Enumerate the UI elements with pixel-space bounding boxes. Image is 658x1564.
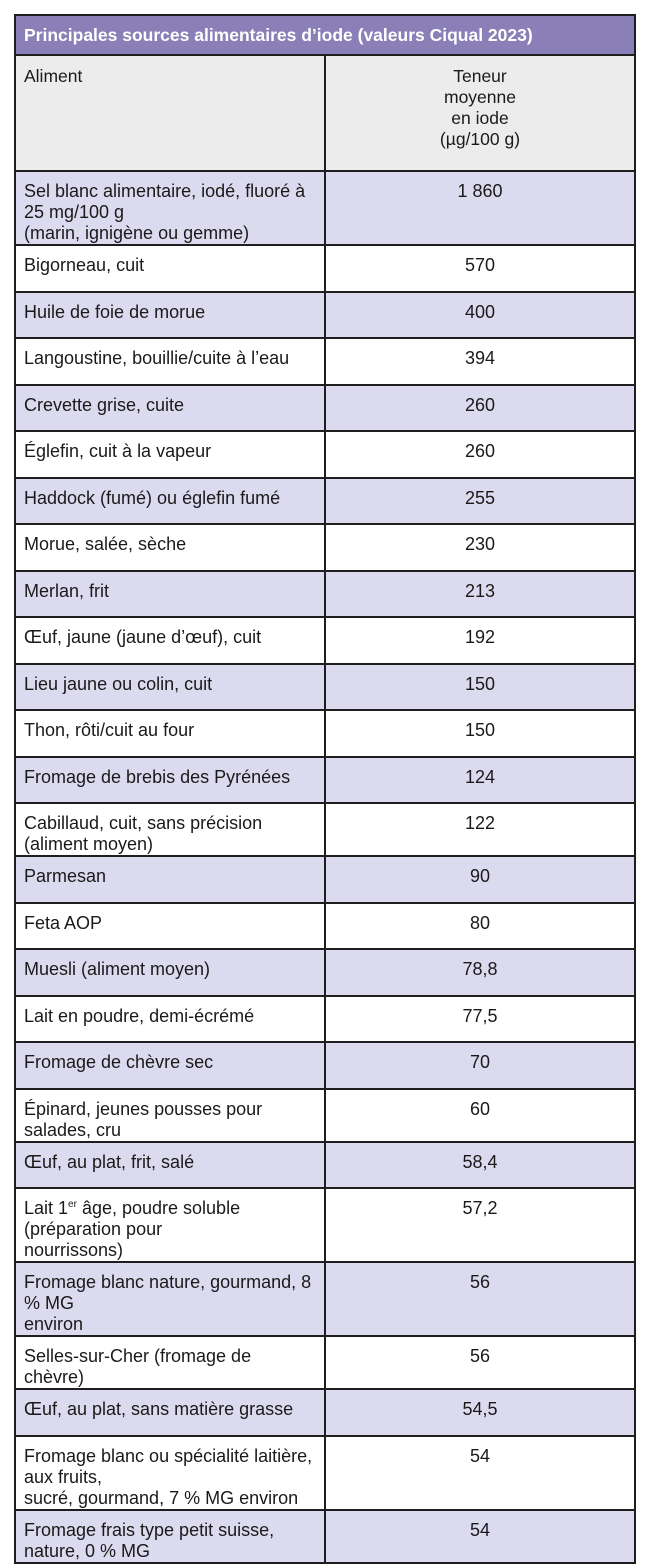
food-name-cell: [15, 1510, 325, 1563]
iodine-value-cell: 570: [325, 245, 635, 292]
food-name-cell: [15, 1142, 325, 1189]
table-row: [15, 171, 635, 245]
iodine-value-cell: 77,5: [325, 996, 635, 1043]
table-row: [15, 949, 635, 996]
column-header-line: Teneur: [453, 66, 507, 86]
food-name-cell: [15, 292, 325, 339]
iodine-table-container: [14, 14, 636, 1564]
table-row: [15, 757, 635, 804]
food-name-line: Bigorneau, cuit: [24, 255, 145, 275]
table-row: [15, 710, 635, 757]
food-name-line: Fromage blanc nature, gourmand, 8 % MG: [24, 1272, 312, 1313]
food-name-cell: [15, 524, 325, 571]
food-name-line: Merlan, frit: [24, 580, 110, 601]
iodine-value-cell: 260: [325, 431, 635, 478]
column-header-line: moyenne: [444, 87, 516, 107]
table-row: [15, 338, 635, 385]
iodine-value-cell: 260: [325, 385, 635, 432]
food-name-line: Langoustine, bouillie/cuite à l’eau: [24, 348, 290, 368]
food-name-cell: [15, 757, 325, 804]
food-name-line: Crevette grise, cuite: [24, 394, 185, 415]
table-row: [15, 292, 635, 339]
food-name-cell: [15, 431, 325, 478]
table-row: [15, 996, 635, 1043]
food-name-line: Morue, salée, sèche: [24, 534, 187, 554]
iodine-value-cell: 192: [325, 617, 635, 664]
food-name-line: Fromage blanc ou spécialité laitière, aux fruits,: [24, 1445, 313, 1487]
food-name-cell: [15, 949, 325, 996]
table-row: [15, 245, 635, 292]
iodine-value-cell: 394: [325, 338, 635, 385]
food-name-line: Sel blanc alimentaire, iodé, fluoré à 25 mg/100 g: [24, 181, 306, 222]
table-body: [15, 171, 635, 1563]
food-name-cell: [15, 856, 325, 903]
food-name-cell: [15, 1336, 325, 1389]
table-row: [15, 1436, 635, 1510]
table-row: [15, 1089, 635, 1142]
superscript-text: er: [68, 1199, 77, 1210]
food-name-line: Épinard, jeunes pousses pour salades, cru: [24, 1098, 263, 1140]
food-name-cell: [15, 1389, 325, 1436]
table-row: [15, 856, 635, 903]
food-name-line: Cabillaud, cuit, sans précision (aliment moyen): [24, 813, 263, 854]
table-row: [15, 1188, 635, 1262]
table-row: [15, 478, 635, 525]
iodine-value-cell: 57,2: [325, 1188, 635, 1262]
food-name-cell: [15, 171, 325, 245]
iodine-value-cell: 56: [325, 1336, 635, 1389]
iodine-value-cell: 213: [325, 571, 635, 618]
food-name-cell: [15, 245, 325, 292]
table-row: [15, 385, 635, 432]
food-name-cell: [15, 1042, 325, 1089]
food-name-line: Fromage frais type petit suisse, nature, 0 % MG: [24, 1519, 275, 1561]
food-name-line: Œuf, au plat, frit, salé: [24, 1151, 195, 1172]
iodine-value-cell: 80: [325, 903, 635, 950]
food-name-cell: [15, 1262, 325, 1336]
iodine-value-cell: 56: [325, 1262, 635, 1336]
food-name-line: Selles-sur-Cher (fromage de chèvre): [24, 1346, 252, 1387]
food-name-line: Muesli (aliment moyen): [24, 959, 211, 979]
food-name-cell: [15, 571, 325, 618]
iodine-sources-table: [14, 14, 636, 1564]
table-row: [15, 431, 635, 478]
food-name-line: Fromage de brebis des Pyrénées: [24, 766, 291, 787]
iodine-value-cell: 60: [325, 1089, 635, 1142]
iodine-value-cell: 400: [325, 292, 635, 339]
table-row: [15, 571, 635, 618]
food-name-line: Huile de foie de morue: [24, 301, 206, 322]
iodine-value-cell: 54: [325, 1510, 635, 1563]
column-header-line: en iode: [451, 108, 509, 128]
table-row: [15, 1142, 635, 1189]
table-row: [15, 1389, 635, 1436]
iodine-value-cell: 54,5: [325, 1389, 635, 1436]
food-name-line: Œuf, jaune (jaune d’œuf), cuit: [24, 627, 262, 647]
iodine-value-cell: 255: [325, 478, 635, 525]
food-name-cell: [15, 710, 325, 757]
food-name-line: Fromage de chèvre sec: [24, 1052, 214, 1072]
food-name-cell: [15, 617, 325, 664]
food-name-line: sucré, gourmand, 7 % MG environ: [24, 1487, 299, 1508]
food-name-line: Parmesan: [24, 866, 107, 886]
iodine-value-cell: 1 860: [325, 171, 635, 245]
food-name-line: nourrissons): [24, 1240, 124, 1260]
food-name-cell: [15, 664, 325, 711]
food-name-text: âge, poudre soluble (préparation pour: [24, 1198, 241, 1239]
column-header-iodine: [325, 55, 635, 171]
iodine-value-cell: 230: [325, 524, 635, 571]
food-name-line: [24, 1198, 316, 1240]
food-name-line: (marin, ignigène ou gemme): [24, 223, 250, 243]
food-name-cell: [15, 338, 325, 385]
food-name-line: Haddock (fumé) ou églefin fumé: [24, 487, 281, 508]
food-name-cell: [15, 996, 325, 1043]
table-row: [15, 1042, 635, 1089]
food-name-cell: [15, 803, 325, 856]
food-name-line: Feta AOP: [24, 912, 103, 933]
table-row: [15, 903, 635, 950]
food-name-cell: [15, 903, 325, 950]
food-name-cell: [15, 1436, 325, 1510]
iodine-value-cell: 124: [325, 757, 635, 804]
food-name-text: Lait 1: [24, 1198, 69, 1218]
table-title: Principales sources alimentaires d’iode (valeurs Ciqual 2023): [15, 15, 635, 55]
column-header-food: Aliment: [15, 55, 325, 171]
food-name-cell: [15, 1188, 325, 1262]
food-name-line: Œuf, au plat, sans matière grasse: [24, 1399, 294, 1419]
food-name-line: Lait en poudre, demi-écrémé: [24, 1005, 255, 1026]
iodine-value-cell: 150: [325, 710, 635, 757]
iodine-value-cell: 70: [325, 1042, 635, 1089]
iodine-value-cell: 150: [325, 664, 635, 711]
table-row: [15, 803, 635, 856]
header-row: [15, 55, 635, 171]
food-name-line: Églefin, cuit à la vapeur: [24, 441, 212, 461]
column-header-line: (µg/100 g): [439, 129, 521, 149]
food-name-cell: [15, 1089, 325, 1142]
iodine-value-cell: 122: [325, 803, 635, 856]
table-row: [15, 664, 635, 711]
iodine-value-cell: 58,4: [325, 1142, 635, 1189]
food-name-line: environ: [24, 1314, 84, 1334]
iodine-value-cell: 78,8: [325, 949, 635, 996]
food-name-cell: [15, 478, 325, 525]
food-name-line: Thon, rôti/cuit au four: [24, 720, 195, 740]
food-name-cell: [15, 385, 325, 432]
iodine-value-cell: 54: [325, 1436, 635, 1510]
table-row: [15, 617, 635, 664]
iodine-value-cell: 90: [325, 856, 635, 903]
table-row: [15, 1510, 635, 1563]
table-row: [15, 1262, 635, 1336]
table-row: [15, 524, 635, 571]
table-row: [15, 1336, 635, 1389]
food-name-line: Lieu jaune ou colin, cuit: [24, 673, 213, 694]
